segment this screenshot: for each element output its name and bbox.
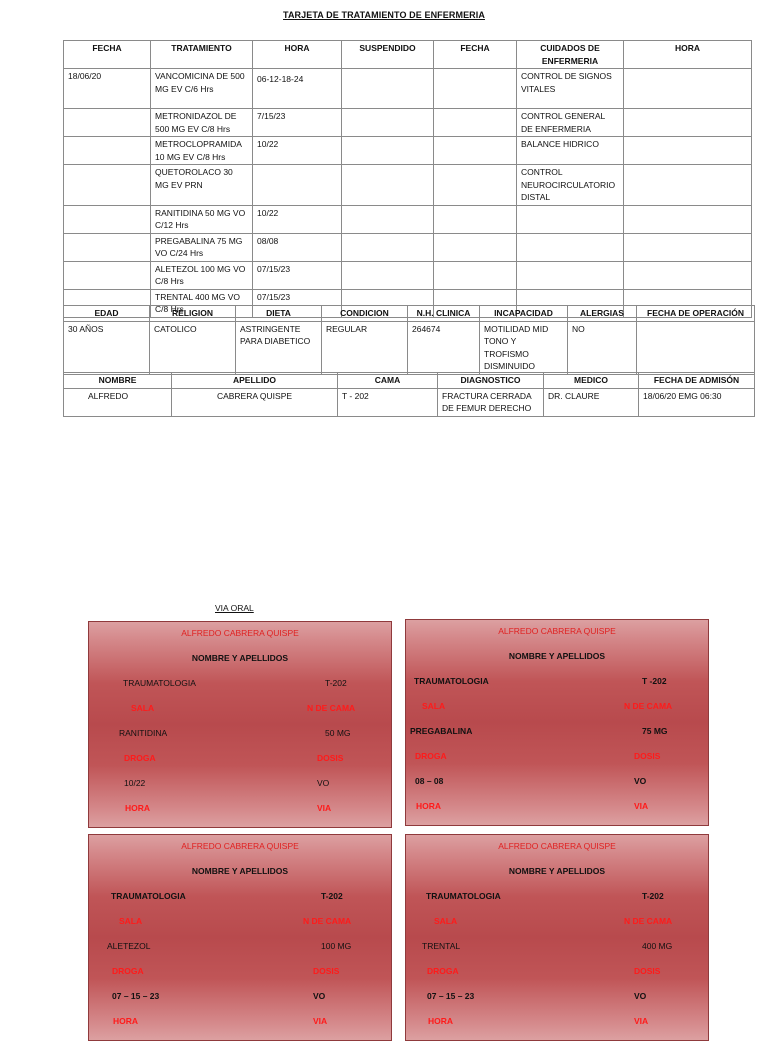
card-hora-label: HORA [428,1016,454,1026]
value-dieta: ASTRINGENTE PARA DIABETICO [236,321,322,374]
value-cama: T - 202 [338,388,438,416]
card-hora-label: HORA [125,803,151,813]
cell-fecha-2 [434,137,517,165]
cell-cuidados: CONTROL NEUROCIRCULATORIO DISTAL [517,165,624,206]
card-dosis-value: 75 MG [642,726,668,736]
card-droga-value: ALETEZOL [107,941,151,951]
card-cama-label: N DE CAMA [624,916,673,926]
header-incapacidad: INCAPACIDAD [480,306,568,322]
cell-hora [253,165,342,206]
card-sala-value: TRAUMATOLOGIA [111,891,186,901]
cell-tratamiento: METROCLOPRAMIDA 10 MG EV C/8 Hrs [151,137,253,165]
card-droga-label: DROGA [124,753,156,763]
card-via-value: VO [634,991,647,1001]
cell-hora-2 [624,261,752,289]
card-droga-value: PREGABALINA [410,726,473,736]
card-dosis-label: DOSIS [634,966,661,976]
cell-hora-2 [624,69,752,109]
card-hora-label: HORA [416,801,442,811]
card-droga-label: DROGA [427,966,459,976]
card-via-label: VIA [313,1016,328,1026]
cell-cuidados [517,261,624,289]
cell-hora-2 [624,233,752,261]
cell-suspendido [342,165,434,206]
card-sala-value: TRAUMATOLOGIA [426,891,501,901]
card-hora-value: 08 – 08 [415,776,444,786]
card-droga-value: RANITIDINA [119,728,168,738]
admission-table [63,372,755,417]
card-via-value: VO [317,778,330,788]
cell-cuidados: BALANCE HIDRICO [517,137,624,165]
cell-fecha [64,165,151,206]
cell-hora: 06-12-18-24 [253,69,342,109]
card-hora-value: 07 – 15 – 23 [112,991,160,1001]
cell-cuidados: CONTROL GENERAL DE ENFERMERIA [517,109,624,137]
treatment-row [64,69,752,109]
cell-cuidados [517,205,624,233]
cell-fecha [64,261,151,289]
cell-fecha: 18/06/20 [64,69,151,109]
cell-suspendido [342,261,434,289]
card-via-label: VIA [634,1016,649,1026]
treatment-row [64,233,752,261]
header-suspendido: SUSPENDIDO [342,41,434,69]
cell-fecha-2 [434,165,517,206]
treatment-row [64,109,752,137]
cell-suspendido [342,109,434,137]
patient-values-row [64,321,755,374]
header-medico: MEDICO [544,373,639,389]
card-via-label: VIA [634,801,649,811]
medication-card [405,619,709,826]
cell-suspendido [342,205,434,233]
patient-table [63,305,755,375]
value-nombre: ALFREDO [64,388,172,416]
value-incapacidad: MOTILIDAD MID TONO Y TROFISMO DISMINUIDO [480,321,568,374]
header-apellido: APELLIDO [172,373,338,389]
medication-card [88,621,392,828]
cell-tratamiento: ALETEZOL 100 MG VO C/8 Hrs [151,261,253,289]
treatment-table [63,40,752,318]
header-cuidados: CUIDADOS DE ENFERMERIA [517,41,624,69]
header-fecha-2: FECHA [434,41,517,69]
header-fecha-operacion: FECHA DE OPERACIÓN [637,306,755,322]
cell-hora: 08/08 [253,233,342,261]
header-condicion: CONDICION [322,306,408,322]
cell-cuidados: CONTROL DE SIGNOS VITALES [517,69,624,109]
card-droga-label: DROGA [112,966,144,976]
card-sala-label: SALA [434,916,458,926]
card-cama-value: T -202 [642,676,667,686]
cell-suspendido [342,137,434,165]
cell-fecha-2 [434,233,517,261]
value-alergias: NO [568,321,637,374]
admission-values-row [64,388,755,416]
card-sala-value: TRAUMATOLOGIA [123,678,196,688]
card-dosis-label: DOSIS [317,753,344,763]
value-fecha-operacion [637,321,755,374]
admission-header-row [64,373,755,389]
card-dosis-value: 50 MG [325,728,351,738]
header-cama: CAMA [338,373,438,389]
card-cama-value: T-202 [321,891,343,901]
cell-tratamiento: RANITIDINA 50 MG VO C/12 Hrs [151,205,253,233]
medication-card [405,834,709,1041]
card-name-label: NOMBRE Y APELLIDOS [191,653,289,663]
card-name-label: NOMBRE Y APELLIDOS [508,866,606,876]
card-via-value: VO [313,991,326,1001]
card-name-label: NOMBRE Y APELLIDOS [508,651,606,661]
header-nh-clinica: N.H. CLINICA [408,306,480,322]
header-hora-2: HORA [624,41,752,69]
card-patient-name: ALFREDO CABRERA QUISPE [498,841,616,851]
cell-fecha [64,205,151,233]
cell-hora: 10/22 [253,205,342,233]
header-tratamiento: TRATAMIENTO [151,41,253,69]
treatment-header-row [64,41,752,69]
medication-card [88,834,392,1041]
header-religion: RELIGION [150,306,236,322]
cell-hora-2 [624,137,752,165]
cell-hora: 10/22 [253,137,342,165]
header-hora: HORA [253,41,342,69]
card-hora-value: 07 – 15 – 23 [427,991,475,1001]
cell-hora: 07/15/23 [253,289,342,317]
cell-cuidados [517,233,624,261]
cell-hora: 07/15/23 [253,261,342,289]
header-dieta: DIETA [236,306,322,322]
patient-header-row [64,306,755,322]
cell-fecha-2 [434,205,517,233]
cell-fecha [64,109,151,137]
cell-hora-2 [624,205,752,233]
cell-hora: 7/15/23 [253,109,342,137]
card-patient-name: ALFREDO CABRERA QUISPE [181,841,299,851]
card-dosis-label: DOSIS [313,966,340,976]
cell-tratamiento: METRONIDAZOL DE 500 MG EV C/8 Hrs [151,109,253,137]
header-diagnostico: DIAGNOSTICO [438,373,544,389]
card-sala-value: TRAUMATOLOGIA [414,676,489,686]
card-cama-label: N DE CAMA [303,916,352,926]
cell-tratamiento: QUETOROLACO 30 MG EV PRN [151,165,253,206]
value-apellido: CABRERA QUISPE [172,388,338,416]
cell-tratamiento: VANCOMICINA DE 500 MG EV C/6 Hrs [151,69,253,109]
value-diagnostico: FRACTURA CERRADA DE FEMUR DERECHO [438,388,544,416]
header-fecha: FECHA [64,41,151,69]
treatment-row [64,137,752,165]
card-patient-name: ALFREDO CABRERA QUISPE [498,626,616,636]
cell-hora-2 [624,109,752,137]
card-cama-label: N DE CAMA [624,701,673,711]
cell-fecha-2 [434,109,517,137]
card-dosis-label: DOSIS [634,751,661,761]
card-via-label: VIA [317,803,332,813]
cell-fecha-2 [434,261,517,289]
card-cama-label: N DE CAMA [307,703,356,713]
card-dosis-value: 400 MG [642,941,673,951]
card-droga-value: TRENTAL [422,941,461,951]
card-name-label: NOMBRE Y APELLIDOS [191,866,289,876]
card-sala-label: SALA [131,703,155,713]
header-edad: EDAD [64,306,150,322]
treatment-row [64,165,752,206]
cell-suspendido [342,69,434,109]
treatment-row [64,261,752,289]
card-sala-label: SALA [422,701,446,711]
card-dosis-value: 100 MG [321,941,352,951]
card-droga-label: DROGA [415,751,447,761]
card-sala-label: SALA [119,916,143,926]
treatment-row [64,205,752,233]
via-oral-title: VIA ORAL [215,603,254,613]
card-cama-value: T-202 [325,678,347,688]
card-via-value: VO [634,776,647,786]
value-condicion: REGULAR [322,321,408,374]
value-religion: CATOLICO [150,321,236,374]
value-edad: 30 AÑOS [64,321,150,374]
header-nombre: NOMBRE [64,373,172,389]
card-hora-label: HORA [113,1016,139,1026]
value-nh-clinica: 264674 [408,321,480,374]
cell-hora-2 [624,165,752,206]
cell-tratamiento: PREGABALINA 75 MG VO C/24 Hrs [151,233,253,261]
cell-tratamiento: TRENTAL 400 MG VO C/8 Hrs [151,289,253,317]
document-title: TARJETA DE TRATAMIENTO DE ENFERMERIA [283,10,485,20]
cell-fecha-2 [434,69,517,109]
cell-fecha [64,233,151,261]
card-cama-value: T-202 [642,891,664,901]
header-alergias: ALERGIAS [568,306,637,322]
cell-fecha [64,137,151,165]
value-fecha-admision: 18/06/20 EMG 06:30 [639,388,755,416]
cell-suspendido [342,233,434,261]
value-medico: DR. CLAURE [544,388,639,416]
card-patient-name: ALFREDO CABRERA QUISPE [181,628,299,638]
header-fecha-admision: FECHA DE ADMISÓN [639,373,755,389]
card-hora-value: 10/22 [124,778,146,788]
